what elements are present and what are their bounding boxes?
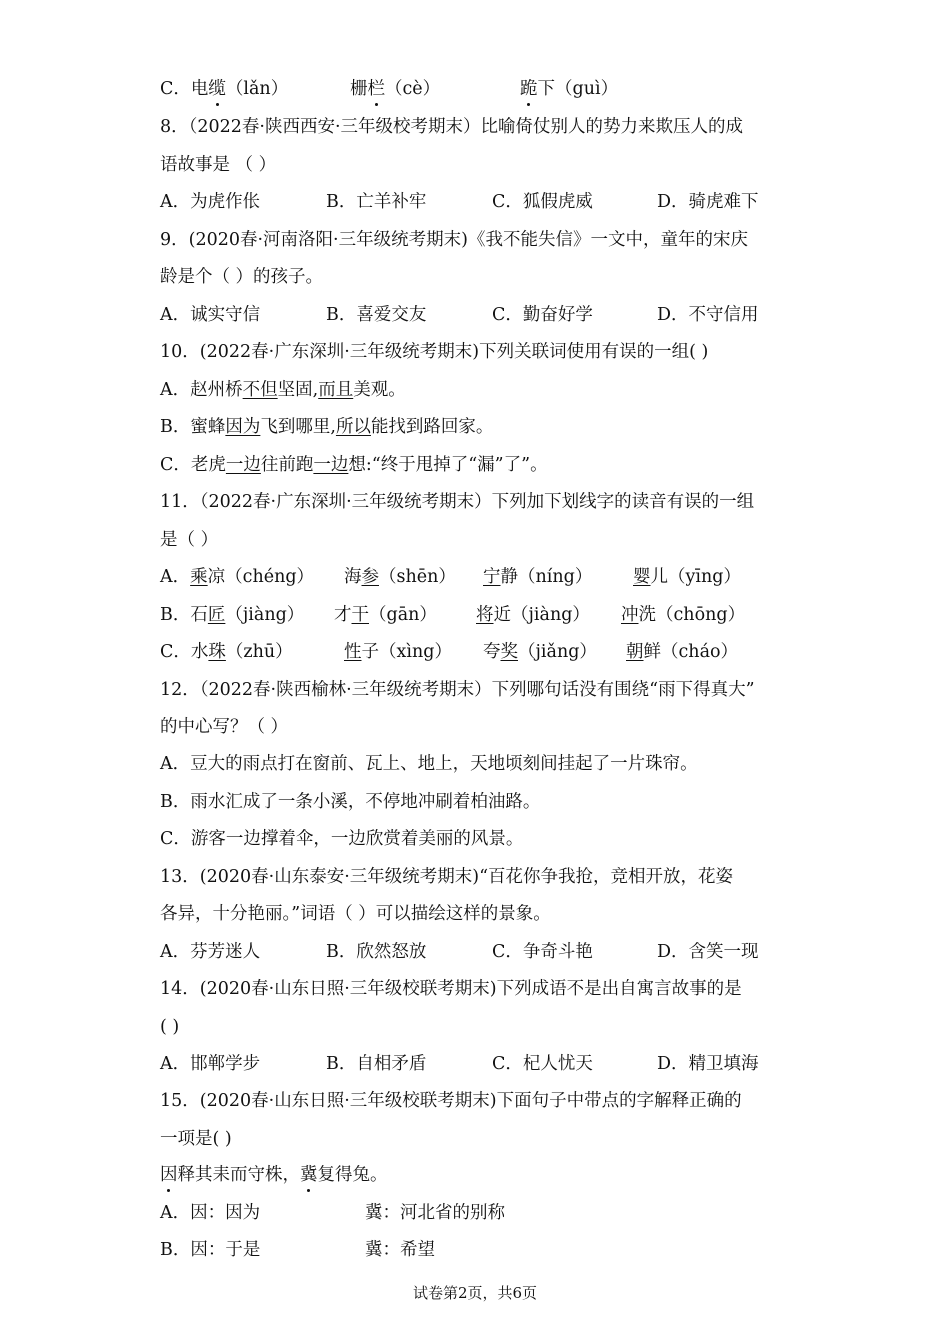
q13-stem-line1: 13．(2020春·山东泰安·三年级统考期末)“百花你争我抢，竞相开放，花姿 — [160, 867, 734, 887]
q11-b-item2: 才干（gān） — [334, 605, 437, 625]
q8-option-a[interactable]: A．为虎作伥 — [160, 192, 261, 212]
q11-a-item1: A．乘凉（chéng） — [160, 567, 315, 587]
underlined-word: 而且 — [318, 380, 354, 400]
q11-a-item4: 婴儿（yīng） — [633, 567, 741, 587]
q14-option-b[interactable]: B．自相矛盾 — [326, 1054, 427, 1074]
q8-stem-line1: 8．（2022春·陕西西安·三年级校考期末）比喻倚仗别人的势力来欺压人的成 — [160, 117, 744, 137]
q8-option-c[interactable]: C．狐假虎威 — [492, 192, 593, 212]
q9-stem-line2: 龄是个（ ）的孩子。 — [160, 267, 324, 287]
q12-stem-line2: 的中心写？（ ） — [160, 717, 289, 737]
underlined-word: 不但 — [242, 380, 278, 400]
q7-option-c: C．电缆（lǎn） — [160, 79, 289, 99]
q9-option-c[interactable]: C．勤奋好学 — [492, 305, 593, 325]
q12-option-c[interactable]: C．游客一边撑着伞，一边欣赏着美丽的风景。 — [160, 829, 524, 849]
q11-stem-line1: 11．（2022春·广东深圳·三年级统考期末）下列加下划线字的读音有误的一组 — [160, 492, 755, 512]
exam-page: C．电缆（lǎn） 栅栏（cè） 跪下（guì） 8．（2022春·陕西西安·三年级校考期末）比喻倚仗别人的势力来欺压人的成 语故事是 （ ） A．为虎作伥 B．亡羊补牢 C．狐假虎威 D．骑虎难下 9．(2020春·河南洛阳·三年级统考期末)《我不能失信》一文中，童年的宋庆 龄是个（ ）的孩子。 A．诚实守信 B．喜爱交友 C．勤奋好学 D．不守信用 10．(2022春·广东深圳·三年级统考期末)下列关联词使用有误的一组( ) A．赵州桥不但坚固,而且美观。 B．蜜蜂因为飞到哪里,所以能找到路回家。 C．老虎一边往前跑一边想:“终于甩掉了“漏”了”。 11．（2022春·广东深圳·三年级统考期末）下列加下划线字的读音有误的一组 是（ ） A．乘凉（chéng） 海参（shēn） 宁静（níng） 婴儿（yīng） B．石匠（jiàng） 才干（gān） 将近（jiàng） 冲洗（chōng） C．水珠（zhū） 性子（xìng） 夸奖（jiǎng） 朝鲜（cháo） 12．（2022春·陕西榆林·三年级统考期末）下列哪句话没有围绕“雨下得真大” 的中心写？（ ） A．豆大的雨点打在窗前、瓦上、地上，天地顷刻间挂起了一片珠帘。 B．雨水汇成了一条小溪，不停地冲刷着柏油路。 C．游客一边撑着伞，一边欣赏着美丽的风景。 13．(2020春·山东泰安·三年级统考期末)“百花你争我抢，竞相开放，花姿 各异，十分艳丽。”词语（ ）可以描绘这样的景象。 A．芬芳迷人 B．欣然怒放 C．争奇斗艳 D．含笑一现 14．(2020春·山东日照·三年级校联考期末)下列成语不是出自寓言故事的是 ( ) A．邯郸学步 B．自相矛盾 C．杞人忧天 D．精卫填海 15．(2020春·山东日照·三年级校联考期末)下面句子中带点的字解释正确的 一项是( ) 因释其耒而守株，冀复得兔。 A．因：因为 冀：河北省的别称 B．因：于是 冀：希望 试卷第2页，共6页 — [0, 0, 950, 1344]
underlined-word: 一边 — [313, 455, 349, 475]
q7-option-c-item2: 栅栏（cè） — [350, 79, 441, 99]
q9-option-a[interactable]: A．诚实守信 — [160, 305, 261, 325]
q10-option-a[interactable]: A．赵州桥不但坚固,而且美观。 — [160, 380, 406, 400]
q11-b-item3: 将近（jiàng） — [476, 605, 590, 625]
q15-stem-line2: 一项是( ) — [160, 1129, 232, 1149]
underlined-word: 因为 — [225, 417, 261, 437]
q15-sentence: 因释其耒而守株，冀复得兔。 — [160, 1165, 388, 1185]
q9-stem-line1: 9．(2020春·河南洛阳·三年级统考期末)《我不能失信》一文中，童年的宋庆 — [160, 230, 748, 250]
q14-option-d[interactable]: D．精卫填海 — [657, 1054, 759, 1074]
q12-stem-line1: 12．（2022春·陕西榆林·三年级统考期末）下列哪句话没有围绕“雨下得真大” — [160, 680, 755, 700]
emphasis-dot-char: 跪 — [520, 79, 538, 99]
q14-stem-line2: ( ) — [160, 1017, 180, 1037]
q11-b-item1: B．石匠（jiàng） — [160, 605, 305, 625]
q11-c-item3: 夸奖（jiǎng） — [483, 642, 597, 662]
q8-option-b[interactable]: B．亡羊补牢 — [326, 192, 427, 212]
q11-c-item4: 朝鲜（cháo） — [626, 642, 739, 662]
q14-option-a[interactable]: A．邯郸学步 — [160, 1054, 261, 1074]
q9-option-b[interactable]: B．喜爱交友 — [326, 305, 427, 325]
q11-b-item4: 冲洗（chōng） — [621, 605, 746, 625]
q11-a-item3: 宁静（níng） — [483, 567, 593, 587]
q10-option-c[interactable]: C．老虎一边往前跑一边想:“终于甩掉了“漏”了”。 — [160, 455, 548, 475]
emphasis-dot-char: 栏 — [367, 79, 385, 99]
underlined-word: 所以 — [335, 417, 371, 437]
q10-option-b[interactable]: B．蜜蜂因为飞到哪里,所以能找到路回家。 — [160, 417, 494, 437]
emphasis-dot-char: 因 — [160, 1165, 178, 1185]
q13-option-c[interactable]: C．争奇斗艳 — [492, 942, 593, 962]
q13-option-b[interactable]: B．欣然怒放 — [326, 942, 427, 962]
underlined-word: 一边 — [225, 455, 261, 475]
q7-option-c-item3: 跪下（guì） — [520, 79, 619, 99]
q8-stem-line2: 语故事是 （ ） — [160, 155, 277, 175]
q13-option-a[interactable]: A．芬芳迷人 — [160, 942, 261, 962]
q9-option-d[interactable]: D．不守信用 — [657, 305, 759, 325]
q11-c-item2: 性子（xìng） — [344, 642, 452, 662]
q11-stem-line2: 是（ ） — [160, 530, 219, 550]
page-footer: 试卷第2页，共6页 — [412, 1284, 538, 1302]
q8-option-d[interactable]: D．骑虎难下 — [657, 192, 759, 212]
q11-a-item2: 海参（shēn） — [344, 567, 456, 587]
q13-option-d[interactable]: D．含笑一现 — [657, 942, 759, 962]
q12-option-b[interactable]: B．雨水汇成了一条小溪，不停地冲刷着柏油路。 — [160, 792, 541, 812]
q14-stem-line1: 14．(2020春·山东日照·三年级校联考期末)下列成语不是出自寓言故事的是 — [160, 979, 742, 999]
q15-stem-line1: 15．(2020春·山东日照·三年级校联考期末)下面句子中带点的字解释正确的 — [160, 1091, 742, 1111]
q12-option-a[interactable]: A．豆大的雨点打在窗前、瓦上、地上，天地顷刻间挂起了一片珠帘。 — [160, 754, 698, 774]
q13-stem-line2: 各异，十分艳丽。”词语（ ）可以描绘这样的景象。 — [160, 904, 551, 924]
q11-c-item1: C．水珠（zhū） — [160, 642, 293, 662]
q14-option-c[interactable]: C．杞人忧天 — [492, 1054, 593, 1074]
emphasis-dot-char: 缆 — [208, 79, 226, 99]
emphasis-dot-char: 冀 — [300, 1165, 318, 1185]
q10-stem: 10．(2022春·广东深圳·三年级统考期末)下列关联词使用有误的一组( ) — [160, 342, 709, 362]
